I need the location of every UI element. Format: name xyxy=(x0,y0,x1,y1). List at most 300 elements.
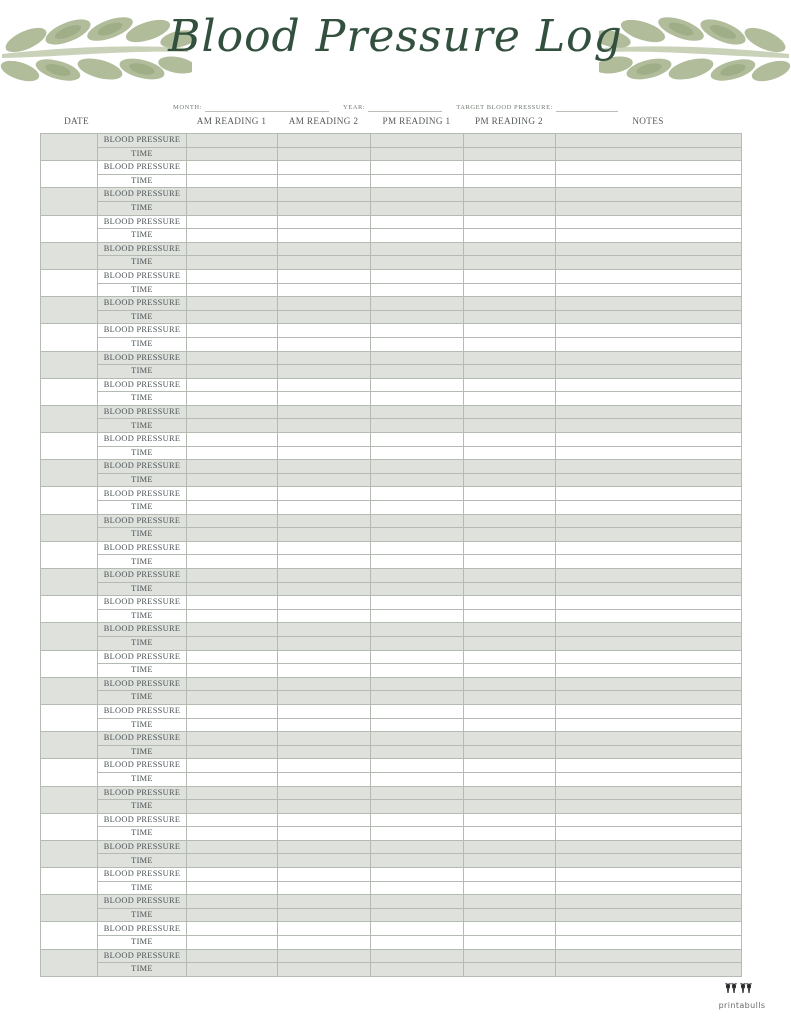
am-reading-1-cell[interactable] xyxy=(187,963,278,977)
notes-cell[interactable] xyxy=(556,772,742,786)
pm-reading-1-cell[interactable] xyxy=(371,487,464,501)
pm-reading-1-cell[interactable] xyxy=(371,378,464,392)
am-reading-2-cell[interactable] xyxy=(278,895,371,909)
notes-cell[interactable] xyxy=(556,242,742,256)
am-reading-2-cell[interactable] xyxy=(278,201,371,215)
notes-cell[interactable] xyxy=(556,365,742,379)
pm-reading-1-cell[interactable] xyxy=(371,827,464,841)
pm-reading-2-cell[interactable] xyxy=(464,215,556,229)
pm-reading-1-cell[interactable] xyxy=(371,691,464,705)
am-reading-2-cell[interactable] xyxy=(278,419,371,433)
am-reading-2-cell[interactable] xyxy=(278,908,371,922)
am-reading-2-cell[interactable] xyxy=(278,745,371,759)
am-reading-1-cell[interactable] xyxy=(187,337,278,351)
notes-cell[interactable] xyxy=(556,433,742,447)
am-reading-1-cell[interactable] xyxy=(187,569,278,583)
notes-cell[interactable] xyxy=(556,392,742,406)
am-reading-1-cell[interactable] xyxy=(187,215,278,229)
pm-reading-1-cell[interactable] xyxy=(371,473,464,487)
pm-reading-1-cell[interactable] xyxy=(371,419,464,433)
notes-cell[interactable] xyxy=(556,691,742,705)
pm-reading-2-cell[interactable] xyxy=(464,405,556,419)
date-cell[interactable] xyxy=(41,433,98,460)
date-cell[interactable] xyxy=(41,269,98,296)
am-reading-1-cell[interactable] xyxy=(187,446,278,460)
notes-cell[interactable] xyxy=(556,405,742,419)
am-reading-2-cell[interactable] xyxy=(278,229,371,243)
notes-cell[interactable] xyxy=(556,446,742,460)
pm-reading-1-cell[interactable] xyxy=(371,269,464,283)
date-cell[interactable] xyxy=(41,541,98,568)
notes-cell[interactable] xyxy=(556,936,742,950)
month-input-line[interactable] xyxy=(205,104,329,112)
am-reading-2-cell[interactable] xyxy=(278,283,371,297)
notes-cell[interactable] xyxy=(556,949,742,963)
am-reading-1-cell[interactable] xyxy=(187,636,278,650)
am-reading-1-cell[interactable] xyxy=(187,174,278,188)
pm-reading-2-cell[interactable] xyxy=(464,569,556,583)
am-reading-1-cell[interactable] xyxy=(187,201,278,215)
notes-cell[interactable] xyxy=(556,161,742,175)
notes-cell[interactable] xyxy=(556,188,742,202)
notes-cell[interactable] xyxy=(556,582,742,596)
am-reading-1-cell[interactable] xyxy=(187,800,278,814)
am-reading-2-cell[interactable] xyxy=(278,922,371,936)
pm-reading-1-cell[interactable] xyxy=(371,908,464,922)
am-reading-2-cell[interactable] xyxy=(278,949,371,963)
pm-reading-2-cell[interactable] xyxy=(464,759,556,773)
am-reading-1-cell[interactable] xyxy=(187,528,278,542)
notes-cell[interactable] xyxy=(556,174,742,188)
date-cell[interactable] xyxy=(41,351,98,378)
am-reading-1-cell[interactable] xyxy=(187,704,278,718)
am-reading-2-cell[interactable] xyxy=(278,269,371,283)
am-reading-1-cell[interactable] xyxy=(187,908,278,922)
am-reading-2-cell[interactable] xyxy=(278,351,371,365)
pm-reading-2-cell[interactable] xyxy=(464,433,556,447)
notes-cell[interactable] xyxy=(556,664,742,678)
am-reading-1-cell[interactable] xyxy=(187,596,278,610)
notes-cell[interactable] xyxy=(556,623,742,637)
am-reading-2-cell[interactable] xyxy=(278,242,371,256)
pm-reading-1-cell[interactable] xyxy=(371,174,464,188)
pm-reading-2-cell[interactable] xyxy=(464,310,556,324)
date-cell[interactable] xyxy=(41,840,98,867)
date-cell[interactable] xyxy=(41,677,98,704)
pm-reading-2-cell[interactable] xyxy=(464,854,556,868)
pm-reading-1-cell[interactable] xyxy=(371,813,464,827)
pm-reading-1-cell[interactable] xyxy=(371,528,464,542)
am-reading-1-cell[interactable] xyxy=(187,541,278,555)
date-cell[interactable] xyxy=(41,813,98,840)
am-reading-2-cell[interactable] xyxy=(278,365,371,379)
pm-reading-2-cell[interactable] xyxy=(464,800,556,814)
am-reading-2-cell[interactable] xyxy=(278,555,371,569)
am-reading-1-cell[interactable] xyxy=(187,745,278,759)
pm-reading-1-cell[interactable] xyxy=(371,582,464,596)
notes-cell[interactable] xyxy=(556,229,742,243)
notes-cell[interactable] xyxy=(556,201,742,215)
am-reading-1-cell[interactable] xyxy=(187,134,278,148)
am-reading-1-cell[interactable] xyxy=(187,378,278,392)
am-reading-2-cell[interactable] xyxy=(278,650,371,664)
notes-cell[interactable] xyxy=(556,786,742,800)
pm-reading-1-cell[interactable] xyxy=(371,895,464,909)
pm-reading-1-cell[interactable] xyxy=(371,555,464,569)
pm-reading-2-cell[interactable] xyxy=(464,297,556,311)
am-reading-1-cell[interactable] xyxy=(187,392,278,406)
date-cell[interactable] xyxy=(41,922,98,949)
am-reading-1-cell[interactable] xyxy=(187,297,278,311)
notes-cell[interactable] xyxy=(556,650,742,664)
am-reading-2-cell[interactable] xyxy=(278,310,371,324)
pm-reading-2-cell[interactable] xyxy=(464,582,556,596)
am-reading-2-cell[interactable] xyxy=(278,936,371,950)
pm-reading-2-cell[interactable] xyxy=(464,732,556,746)
pm-reading-1-cell[interactable] xyxy=(371,650,464,664)
am-reading-1-cell[interactable] xyxy=(187,772,278,786)
notes-cell[interactable] xyxy=(556,555,742,569)
am-reading-1-cell[interactable] xyxy=(187,269,278,283)
am-reading-1-cell[interactable] xyxy=(187,664,278,678)
pm-reading-2-cell[interactable] xyxy=(464,895,556,909)
pm-reading-2-cell[interactable] xyxy=(464,392,556,406)
date-cell[interactable] xyxy=(41,242,98,269)
pm-reading-1-cell[interactable] xyxy=(371,365,464,379)
am-reading-2-cell[interactable] xyxy=(278,433,371,447)
pm-reading-2-cell[interactable] xyxy=(464,161,556,175)
am-reading-2-cell[interactable] xyxy=(278,337,371,351)
pm-reading-2-cell[interactable] xyxy=(464,813,556,827)
am-reading-1-cell[interactable] xyxy=(187,813,278,827)
am-reading-2-cell[interactable] xyxy=(278,596,371,610)
am-reading-1-cell[interactable] xyxy=(187,473,278,487)
notes-cell[interactable] xyxy=(556,881,742,895)
notes-cell[interactable] xyxy=(556,514,742,528)
pm-reading-1-cell[interactable] xyxy=(371,759,464,773)
am-reading-2-cell[interactable] xyxy=(278,147,371,161)
pm-reading-1-cell[interactable] xyxy=(371,242,464,256)
pm-reading-2-cell[interactable] xyxy=(464,636,556,650)
pm-reading-2-cell[interactable] xyxy=(464,473,556,487)
pm-reading-2-cell[interactable] xyxy=(464,623,556,637)
am-reading-1-cell[interactable] xyxy=(187,786,278,800)
pm-reading-2-cell[interactable] xyxy=(464,664,556,678)
notes-cell[interactable] xyxy=(556,732,742,746)
pm-reading-1-cell[interactable] xyxy=(371,229,464,243)
date-cell[interactable] xyxy=(41,378,98,405)
am-reading-2-cell[interactable] xyxy=(278,541,371,555)
am-reading-2-cell[interactable] xyxy=(278,405,371,419)
am-reading-1-cell[interactable] xyxy=(187,732,278,746)
notes-cell[interactable] xyxy=(556,800,742,814)
am-reading-2-cell[interactable] xyxy=(278,582,371,596)
pm-reading-2-cell[interactable] xyxy=(464,922,556,936)
pm-reading-1-cell[interactable] xyxy=(371,881,464,895)
am-reading-2-cell[interactable] xyxy=(278,324,371,338)
am-reading-2-cell[interactable] xyxy=(278,569,371,583)
am-reading-1-cell[interactable] xyxy=(187,365,278,379)
pm-reading-1-cell[interactable] xyxy=(371,310,464,324)
pm-reading-1-cell[interactable] xyxy=(371,161,464,175)
am-reading-1-cell[interactable] xyxy=(187,283,278,297)
am-reading-2-cell[interactable] xyxy=(278,501,371,515)
pm-reading-2-cell[interactable] xyxy=(464,174,556,188)
am-reading-2-cell[interactable] xyxy=(278,188,371,202)
notes-cell[interactable] xyxy=(556,419,742,433)
am-reading-1-cell[interactable] xyxy=(187,256,278,270)
am-reading-2-cell[interactable] xyxy=(278,840,371,854)
pm-reading-2-cell[interactable] xyxy=(464,691,556,705)
am-reading-2-cell[interactable] xyxy=(278,691,371,705)
date-cell[interactable] xyxy=(41,569,98,596)
notes-cell[interactable] xyxy=(556,704,742,718)
pm-reading-2-cell[interactable] xyxy=(464,229,556,243)
am-reading-2-cell[interactable] xyxy=(278,854,371,868)
pm-reading-1-cell[interactable] xyxy=(371,636,464,650)
date-cell[interactable] xyxy=(41,460,98,487)
pm-reading-2-cell[interactable] xyxy=(464,908,556,922)
pm-reading-2-cell[interactable] xyxy=(464,147,556,161)
date-cell[interactable] xyxy=(41,215,98,242)
pm-reading-2-cell[interactable] xyxy=(464,501,556,515)
am-reading-1-cell[interactable] xyxy=(187,501,278,515)
notes-cell[interactable] xyxy=(556,745,742,759)
pm-reading-2-cell[interactable] xyxy=(464,868,556,882)
date-cell[interactable] xyxy=(41,704,98,731)
target-blood-pressure-field[interactable] xyxy=(456,104,618,112)
am-reading-1-cell[interactable] xyxy=(187,922,278,936)
pm-reading-1-cell[interactable] xyxy=(371,854,464,868)
am-reading-1-cell[interactable] xyxy=(187,514,278,528)
am-reading-2-cell[interactable] xyxy=(278,161,371,175)
date-cell[interactable] xyxy=(41,324,98,351)
date-cell[interactable] xyxy=(41,188,98,215)
notes-cell[interactable] xyxy=(556,908,742,922)
pm-reading-2-cell[interactable] xyxy=(464,419,556,433)
am-reading-1-cell[interactable] xyxy=(187,650,278,664)
am-reading-1-cell[interactable] xyxy=(187,324,278,338)
am-reading-2-cell[interactable] xyxy=(278,623,371,637)
date-cell[interactable] xyxy=(41,732,98,759)
year-field[interactable] xyxy=(343,104,442,112)
am-reading-2-cell[interactable] xyxy=(278,609,371,623)
notes-cell[interactable] xyxy=(556,895,742,909)
pm-reading-1-cell[interactable] xyxy=(371,677,464,691)
am-reading-1-cell[interactable] xyxy=(187,188,278,202)
pm-reading-2-cell[interactable] xyxy=(464,555,556,569)
am-reading-2-cell[interactable] xyxy=(278,378,371,392)
pm-reading-1-cell[interactable] xyxy=(371,514,464,528)
am-reading-2-cell[interactable] xyxy=(278,215,371,229)
pm-reading-1-cell[interactable] xyxy=(371,840,464,854)
pm-reading-2-cell[interactable] xyxy=(464,528,556,542)
am-reading-2-cell[interactable] xyxy=(278,174,371,188)
date-cell[interactable] xyxy=(41,514,98,541)
pm-reading-2-cell[interactable] xyxy=(464,188,556,202)
date-cell[interactable] xyxy=(41,487,98,514)
date-cell[interactable] xyxy=(41,623,98,650)
notes-cell[interactable] xyxy=(556,269,742,283)
pm-reading-1-cell[interactable] xyxy=(371,324,464,338)
pm-reading-1-cell[interactable] xyxy=(371,704,464,718)
notes-cell[interactable] xyxy=(556,337,742,351)
pm-reading-2-cell[interactable] xyxy=(464,963,556,977)
am-reading-1-cell[interactable] xyxy=(187,242,278,256)
am-reading-1-cell[interactable] xyxy=(187,460,278,474)
pm-reading-1-cell[interactable] xyxy=(371,297,464,311)
am-reading-2-cell[interactable] xyxy=(278,772,371,786)
pm-reading-1-cell[interactable] xyxy=(371,460,464,474)
notes-cell[interactable] xyxy=(556,677,742,691)
date-cell[interactable] xyxy=(41,405,98,432)
pm-reading-1-cell[interactable] xyxy=(371,623,464,637)
date-cell[interactable] xyxy=(41,650,98,677)
am-reading-2-cell[interactable] xyxy=(278,868,371,882)
pm-reading-1-cell[interactable] xyxy=(371,569,464,583)
notes-cell[interactable] xyxy=(556,147,742,161)
am-reading-2-cell[interactable] xyxy=(278,297,371,311)
am-reading-1-cell[interactable] xyxy=(187,405,278,419)
pm-reading-1-cell[interactable] xyxy=(371,405,464,419)
am-reading-1-cell[interactable] xyxy=(187,881,278,895)
am-reading-2-cell[interactable] xyxy=(278,514,371,528)
am-reading-1-cell[interactable] xyxy=(187,555,278,569)
pm-reading-2-cell[interactable] xyxy=(464,337,556,351)
pm-reading-1-cell[interactable] xyxy=(371,718,464,732)
am-reading-1-cell[interactable] xyxy=(187,623,278,637)
am-reading-2-cell[interactable] xyxy=(278,786,371,800)
am-reading-2-cell[interactable] xyxy=(278,528,371,542)
am-reading-1-cell[interactable] xyxy=(187,840,278,854)
notes-cell[interactable] xyxy=(556,378,742,392)
pm-reading-1-cell[interactable] xyxy=(371,215,464,229)
am-reading-1-cell[interactable] xyxy=(187,759,278,773)
am-reading-1-cell[interactable] xyxy=(187,854,278,868)
am-reading-2-cell[interactable] xyxy=(278,636,371,650)
am-reading-2-cell[interactable] xyxy=(278,881,371,895)
am-reading-2-cell[interactable] xyxy=(278,134,371,148)
am-reading-2-cell[interactable] xyxy=(278,827,371,841)
pm-reading-1-cell[interactable] xyxy=(371,283,464,297)
am-reading-1-cell[interactable] xyxy=(187,351,278,365)
am-reading-1-cell[interactable] xyxy=(187,582,278,596)
am-reading-2-cell[interactable] xyxy=(278,813,371,827)
notes-cell[interactable] xyxy=(556,473,742,487)
pm-reading-2-cell[interactable] xyxy=(464,378,556,392)
pm-reading-2-cell[interactable] xyxy=(464,460,556,474)
pm-reading-2-cell[interactable] xyxy=(464,256,556,270)
am-reading-2-cell[interactable] xyxy=(278,963,371,977)
notes-cell[interactable] xyxy=(556,351,742,365)
pm-reading-2-cell[interactable] xyxy=(464,949,556,963)
am-reading-2-cell[interactable] xyxy=(278,759,371,773)
pm-reading-2-cell[interactable] xyxy=(464,201,556,215)
am-reading-2-cell[interactable] xyxy=(278,392,371,406)
pm-reading-2-cell[interactable] xyxy=(464,704,556,718)
date-cell[interactable] xyxy=(41,868,98,895)
notes-cell[interactable] xyxy=(556,297,742,311)
am-reading-2-cell[interactable] xyxy=(278,800,371,814)
date-cell[interactable] xyxy=(41,134,98,161)
date-cell[interactable] xyxy=(41,949,98,976)
pm-reading-1-cell[interactable] xyxy=(371,201,464,215)
pm-reading-1-cell[interactable] xyxy=(371,147,464,161)
notes-cell[interactable] xyxy=(556,501,742,515)
notes-cell[interactable] xyxy=(556,541,742,555)
pm-reading-1-cell[interactable] xyxy=(371,745,464,759)
notes-cell[interactable] xyxy=(556,528,742,542)
notes-cell[interactable] xyxy=(556,310,742,324)
notes-cell[interactable] xyxy=(556,256,742,270)
notes-cell[interactable] xyxy=(556,827,742,841)
notes-cell[interactable] xyxy=(556,759,742,773)
pm-reading-2-cell[interactable] xyxy=(464,772,556,786)
month-field[interactable] xyxy=(173,104,329,112)
am-reading-1-cell[interactable] xyxy=(187,310,278,324)
pm-reading-1-cell[interactable] xyxy=(371,433,464,447)
pm-reading-2-cell[interactable] xyxy=(464,827,556,841)
am-reading-2-cell[interactable] xyxy=(278,704,371,718)
pm-reading-2-cell[interactable] xyxy=(464,609,556,623)
am-reading-1-cell[interactable] xyxy=(187,229,278,243)
am-reading-1-cell[interactable] xyxy=(187,827,278,841)
date-cell[interactable] xyxy=(41,161,98,188)
notes-cell[interactable] xyxy=(556,636,742,650)
pm-reading-2-cell[interactable] xyxy=(464,881,556,895)
am-reading-2-cell[interactable] xyxy=(278,256,371,270)
am-reading-2-cell[interactable] xyxy=(278,677,371,691)
pm-reading-2-cell[interactable] xyxy=(464,541,556,555)
pm-reading-2-cell[interactable] xyxy=(464,745,556,759)
pm-reading-1-cell[interactable] xyxy=(371,392,464,406)
date-cell[interactable] xyxy=(41,596,98,623)
pm-reading-1-cell[interactable] xyxy=(371,446,464,460)
pm-reading-1-cell[interactable] xyxy=(371,256,464,270)
am-reading-2-cell[interactable] xyxy=(278,446,371,460)
pm-reading-1-cell[interactable] xyxy=(371,664,464,678)
pm-reading-2-cell[interactable] xyxy=(464,365,556,379)
pm-reading-2-cell[interactable] xyxy=(464,242,556,256)
pm-reading-2-cell[interactable] xyxy=(464,487,556,501)
pm-reading-1-cell[interactable] xyxy=(371,963,464,977)
am-reading-1-cell[interactable] xyxy=(187,949,278,963)
notes-cell[interactable] xyxy=(556,922,742,936)
am-reading-1-cell[interactable] xyxy=(187,609,278,623)
am-reading-1-cell[interactable] xyxy=(187,433,278,447)
pm-reading-1-cell[interactable] xyxy=(371,609,464,623)
notes-cell[interactable] xyxy=(556,596,742,610)
pm-reading-1-cell[interactable] xyxy=(371,922,464,936)
notes-cell[interactable] xyxy=(556,487,742,501)
pm-reading-1-cell[interactable] xyxy=(371,337,464,351)
pm-reading-1-cell[interactable] xyxy=(371,188,464,202)
am-reading-1-cell[interactable] xyxy=(187,487,278,501)
pm-reading-1-cell[interactable] xyxy=(371,949,464,963)
pm-reading-2-cell[interactable] xyxy=(464,351,556,365)
am-reading-1-cell[interactable] xyxy=(187,718,278,732)
notes-cell[interactable] xyxy=(556,134,742,148)
pm-reading-2-cell[interactable] xyxy=(464,936,556,950)
am-reading-2-cell[interactable] xyxy=(278,460,371,474)
pm-reading-1-cell[interactable] xyxy=(371,351,464,365)
pm-reading-1-cell[interactable] xyxy=(371,541,464,555)
am-reading-1-cell[interactable] xyxy=(187,936,278,950)
date-cell[interactable] xyxy=(41,759,98,786)
notes-cell[interactable] xyxy=(556,215,742,229)
year-input-line[interactable] xyxy=(368,104,442,112)
pm-reading-2-cell[interactable] xyxy=(464,283,556,297)
